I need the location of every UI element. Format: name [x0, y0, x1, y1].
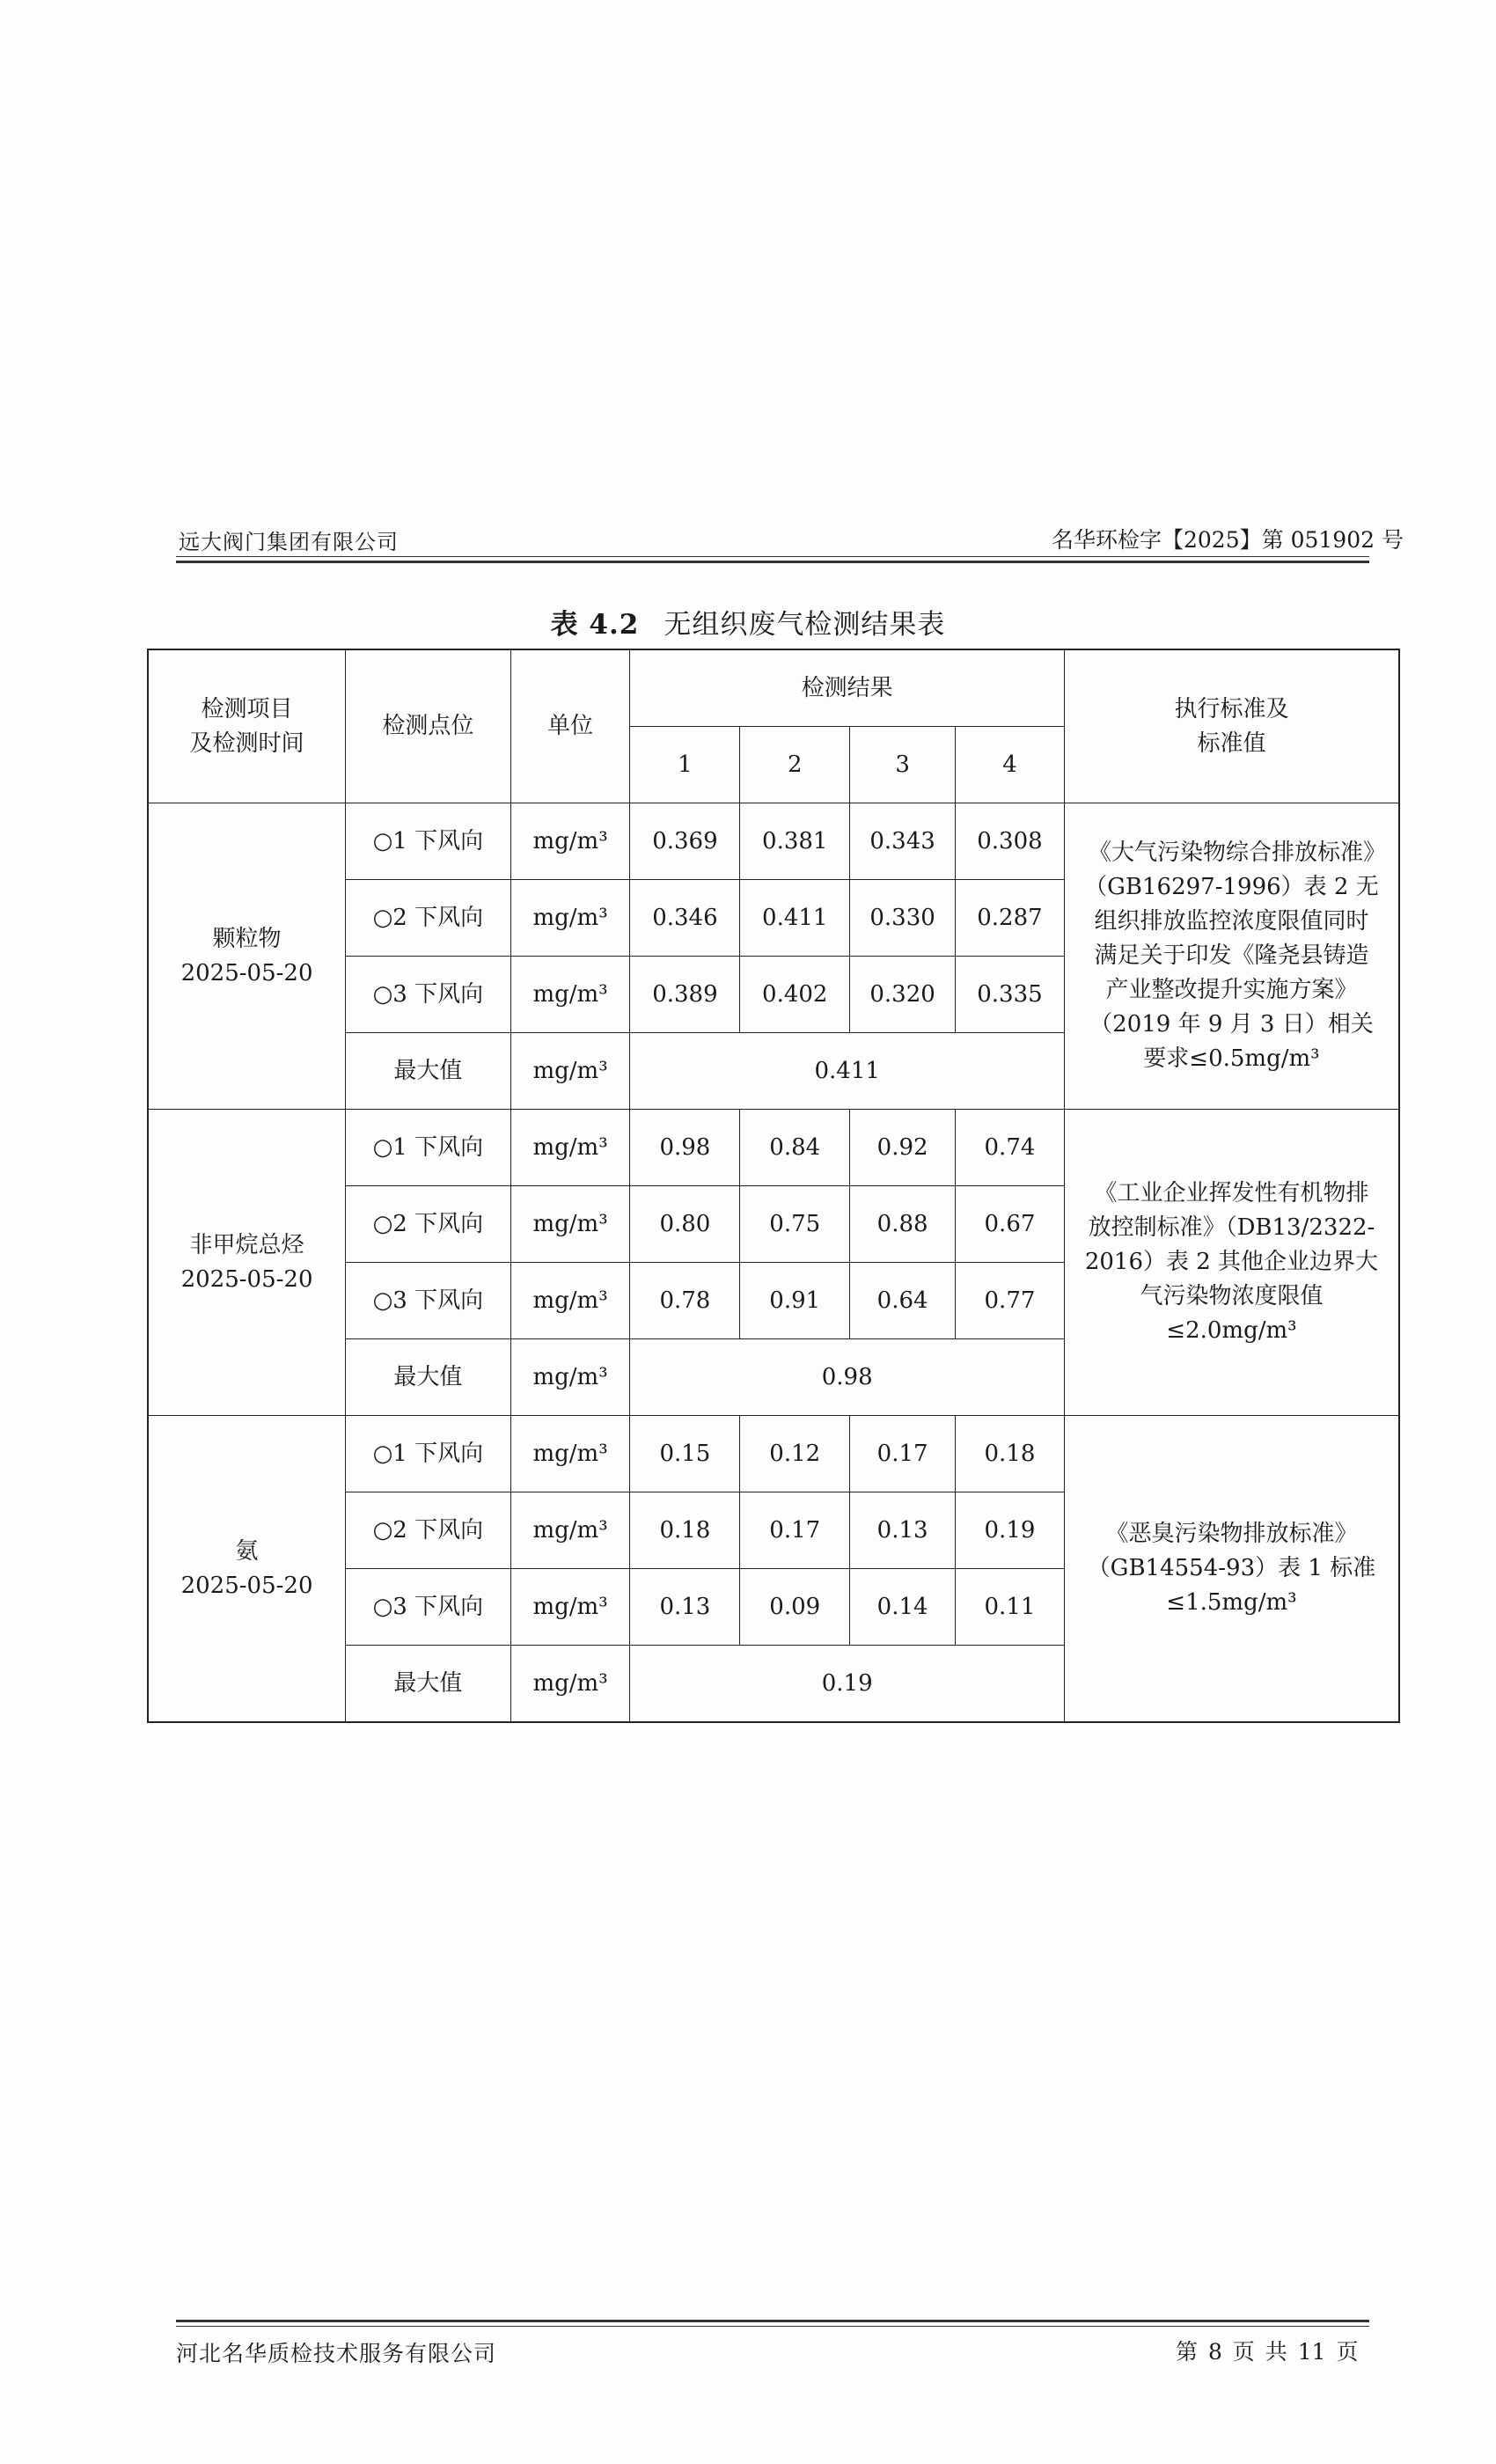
group-item-name: 非甲烷总烃 [189, 1231, 304, 1258]
group-item-name: 氨 [235, 1537, 259, 1565]
value-cell: 0.15 [630, 1416, 740, 1492]
header-result-2: 2 [740, 727, 850, 803]
unit-cell: mg/m³ [510, 803, 630, 880]
group-item-cell [148, 1110, 346, 1416]
header-item [148, 649, 346, 803]
unit-cell: mg/m³ [510, 880, 630, 957]
value-cell: 0.389 [630, 957, 740, 1033]
header-result-1: 1 [630, 727, 740, 803]
point-cell: ○3 下风向 [346, 1569, 511, 1646]
value-cell: 0.13 [630, 1569, 740, 1646]
header-standard [1064, 649, 1399, 803]
value-cell: 0.88 [850, 1186, 956, 1263]
footer-rule [176, 2326, 1369, 2327]
table-title-text: 无组织废气检测结果表 [664, 609, 946, 641]
unit-cell: mg/m³ [510, 1339, 630, 1416]
value-cell: 0.346 [630, 880, 740, 957]
max-label-cell: 最大值 [346, 1339, 511, 1416]
point-cell: ○2 下风向 [346, 1492, 511, 1569]
header-result-3: 3 [850, 727, 956, 803]
point-cell: ○2 下风向 [346, 1186, 511, 1263]
page-number: 第 8 页 共 11 页 [1176, 2339, 1359, 2365]
value-cell: 0.12 [740, 1416, 850, 1492]
header-result-4: 4 [956, 727, 1065, 803]
value-cell: 0.92 [850, 1110, 956, 1186]
value-cell: 0.13 [850, 1492, 956, 1569]
max-label-cell: 最大值 [346, 1646, 511, 1723]
point-cell: ○3 下风向 [346, 957, 511, 1033]
unit-cell: mg/m³ [510, 1263, 630, 1339]
group-item-date: 2025-05-20 [180, 1572, 313, 1599]
header-item-line2: 及检测时间 [189, 730, 304, 757]
value-cell: 0.402 [740, 957, 850, 1033]
value-cell: 0.343 [850, 803, 956, 880]
standard-cell: 《大气污染物综合排放标准》（GB16297-1996）表 2 无组织排放监控浓度限值同时满足关于印发《隆尧县铸造产业整改提升实施方案》（2019 年 9 月 3 日）相关要求≤0.5mg/m³ [1064, 803, 1399, 1110]
footer-company: 河北名华质检技术服务有限公司 [176, 2341, 497, 2366]
value-cell: 0.11 [956, 1569, 1065, 1646]
group-item-date: 2025-05-20 [180, 1265, 313, 1293]
value-cell: 0.330 [850, 880, 956, 957]
value-cell: 0.411 [740, 880, 850, 957]
results-table [147, 649, 1400, 1723]
unit-cell: mg/m³ [510, 1569, 630, 1646]
value-cell: 0.18 [630, 1492, 740, 1569]
unit-cell: mg/m³ [510, 1110, 630, 1186]
group-item-cell [148, 1416, 346, 1723]
unit-cell: mg/m³ [510, 1492, 630, 1569]
value-cell: 0.18 [956, 1416, 1065, 1492]
value-cell: 0.335 [956, 957, 1065, 1033]
value-cell: 0.98 [630, 1110, 740, 1186]
header-point: 检测点位 [346, 649, 511, 803]
value-cell: 0.17 [850, 1416, 956, 1492]
point-cell: ○2 下风向 [346, 880, 511, 957]
value-cell: 0.381 [740, 803, 850, 880]
group-item-name: 颗粒物 [212, 925, 282, 952]
group-item-cell [148, 803, 346, 1110]
point-cell: ○3 下风向 [346, 1263, 511, 1339]
value-cell: 0.19 [956, 1492, 1065, 1569]
max-label-cell: 最大值 [346, 1033, 511, 1110]
value-cell: 0.17 [740, 1492, 850, 1569]
header-results: 检测结果 [630, 649, 1064, 727]
max-value-cell: 0.19 [630, 1646, 1064, 1723]
value-cell: 0.320 [850, 957, 956, 1033]
header-item-line1: 检测项目 [201, 695, 293, 722]
max-value-cell: 0.411 [630, 1033, 1064, 1110]
table-row [148, 1416, 1399, 1492]
value-cell: 0.287 [956, 880, 1065, 957]
value-cell: 0.67 [956, 1186, 1065, 1263]
header-report-number: 名华环检字【2025】第 051902 号 [1052, 527, 1404, 553]
max-value-cell: 0.98 [630, 1339, 1064, 1416]
value-cell: 0.78 [630, 1263, 740, 1339]
table-header-row [148, 649, 1399, 727]
header-standard-line2: 标准值 [1197, 730, 1266, 757]
table-row [148, 803, 1399, 880]
unit-cell: mg/m³ [510, 1416, 630, 1492]
standard-cell: 《工业企业挥发性有机物排放控制标准》（DB13/2322-2016）表 2 其他企业边界大气污染物浓度限值≤2.0mg/m³ [1064, 1110, 1399, 1416]
header-company: 远大阀门集团有限公司 [179, 530, 399, 554]
value-cell: 0.75 [740, 1186, 850, 1263]
table-number: 表 4.2 [550, 609, 640, 641]
point-cell: ○1 下风向 [346, 1416, 511, 1492]
unit-cell: mg/m³ [510, 1186, 630, 1263]
standard-cell: 《恶臭污染物排放标准》（GB14554-93）表 1 标准≤1.5mg/m³ [1064, 1416, 1399, 1723]
value-cell: 0.09 [740, 1569, 850, 1646]
value-cell: 0.64 [850, 1263, 956, 1339]
value-cell: 0.369 [630, 803, 740, 880]
group-item-date: 2025-05-20 [180, 959, 313, 986]
table-title [0, 602, 1496, 642]
value-cell: 0.308 [956, 803, 1065, 880]
point-cell: ○1 下风向 [346, 803, 511, 880]
unit-cell: mg/m³ [510, 957, 630, 1033]
value-cell: 0.91 [740, 1263, 850, 1339]
value-cell: 0.14 [850, 1569, 956, 1646]
footer-rule-thick [176, 2320, 1369, 2322]
header-rule-thick [176, 561, 1369, 563]
table-row [148, 1110, 1399, 1186]
header-rule [176, 556, 1369, 557]
value-cell: 0.74 [956, 1110, 1065, 1186]
value-cell: 0.84 [740, 1110, 850, 1186]
unit-cell: mg/m³ [510, 1646, 630, 1723]
header-standard-line1: 执行标准及 [1174, 695, 1289, 722]
unit-cell: mg/m³ [510, 1033, 630, 1110]
header-unit: 单位 [510, 649, 630, 803]
value-cell: 0.77 [956, 1263, 1065, 1339]
value-cell: 0.80 [630, 1186, 740, 1263]
point-cell: ○1 下风向 [346, 1110, 511, 1186]
